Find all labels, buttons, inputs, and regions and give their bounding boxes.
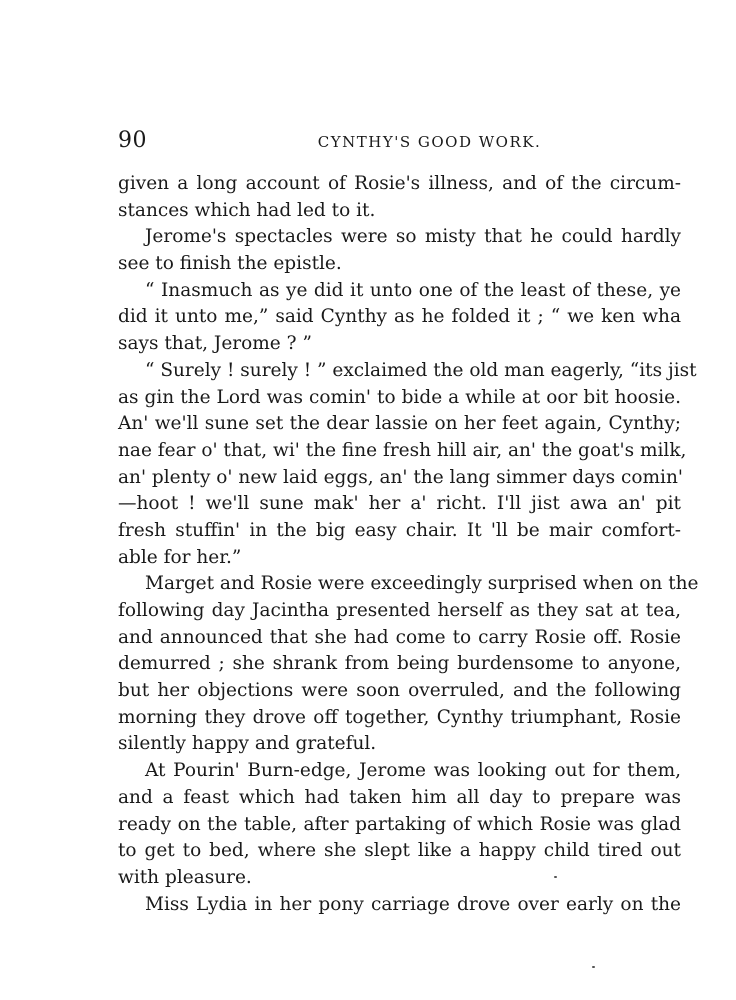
text-line: stances which had led to it.: [118, 199, 376, 221]
body-text: [118, 171, 699, 918]
text-line: silently happy and grateful.: [118, 733, 377, 755]
text-line: demurred ; she shrank from being burdensome to anyone,: [118, 653, 681, 675]
text-line: Miss Lydia in her pony carriage drove over early on the: [145, 893, 681, 915]
text-line: did it unto me,” said Cynthy as he folded it ; “ we ken wha: [118, 306, 681, 328]
text-line: At Pourin' Burn-edge, Jerome was looking out for them,: [145, 760, 681, 782]
text-line: as gin the Lord was comin' to bide a while at oor bit hoosie.: [118, 386, 681, 408]
text-line: morning they drove off together, Cynthy triumphant, Rosie: [118, 706, 681, 728]
text-line: says that, Jerome ? ”: [118, 333, 312, 355]
text-line: “ Inasmuch as ye did it unto one of the least of these, ye: [145, 279, 681, 301]
text-line: an' plenty o' new laid eggs, an' the lang simmer days comin': [118, 466, 683, 488]
paper-speck: [592, 966, 595, 968]
text-line: —hoot ! we'll sune mak' her a' richt. I'll jist awa an' pit: [118, 493, 681, 515]
text-line: nae fear o' that, wi' the fine fresh hill air, an' the goat's milk,: [118, 439, 687, 461]
text-line: but her objections were soon overruled, and the following: [118, 680, 681, 702]
text-line: with pleasure.: [118, 866, 252, 888]
text-line: and a feast which had taken him all day to prepare was: [118, 786, 681, 808]
text-line: fresh stuffin' in the big easy chair. It 'll be mair comfort-: [118, 519, 681, 541]
paper-speck: [554, 876, 557, 878]
text-line: “ Surely ! surely ! ” exclaimed the old man eagerly, “its jist: [145, 359, 697, 381]
text-line: given a long account of Rosie's illness, and of the circum-: [118, 173, 681, 194]
text-line: Jerome's spectacles were so misty that he could hardly: [145, 226, 681, 248]
text-line: following day Jacintha presented herself as they sat at tea,: [118, 600, 681, 621]
text-line: ready on the table, after partaking of which Rosie was glad: [118, 813, 681, 835]
text-line: able for her.”: [118, 546, 242, 568]
running-title: CYNTHY'S GOOD WORK.: [317, 133, 542, 151]
text-line: and announced that she had come to carry Rosie off. Rosie: [118, 626, 681, 648]
text-line: Marget and Rosie were exceedingly surprised when on the: [145, 573, 699, 595]
text-line: An' we'll sune set the dear lassie on her feet again, Cynthy;: [118, 413, 681, 435]
page-number: 90: [118, 128, 147, 153]
text-line: to get to bed, where she slept like a happy child tired out: [118, 840, 681, 862]
text-line: see to finish the epistle.: [118, 253, 342, 275]
running-head: [118, 126, 681, 156]
